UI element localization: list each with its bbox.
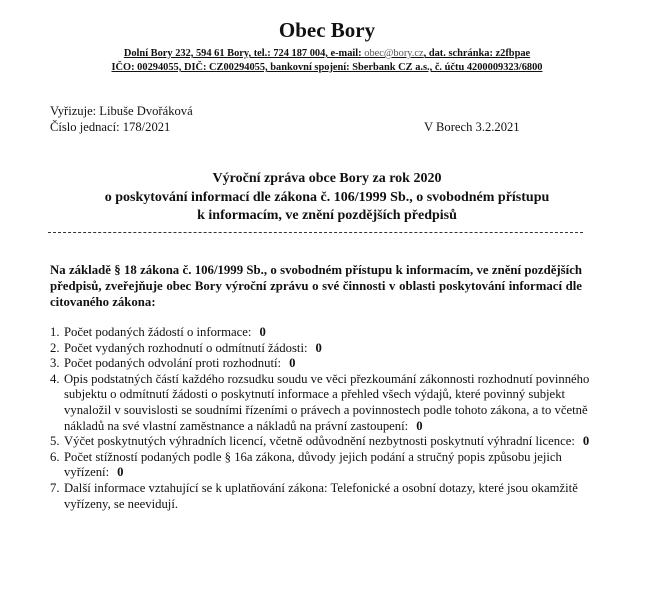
item-text: Počet vydaných rozhodnutí o odmítnutí žádosti: xyxy=(64,340,308,355)
item-text: Opis podstatných částí každého rozsudku soudu ve věci přezkoumání zákonnosti rozhodnutí povinného subjektu o odmítnutí žádosti o poskytnutí informace a přehled všech výdajů, které povinný subjekt vynaložil v souvislosti se soudními řízeními o právech a povinnostech podle tohoto zákona, a to včetně nákladů na své vlastní zaměstnance a nákladů na právní zastoupení: xyxy=(64,371,590,433)
item-value: 0 xyxy=(416,418,423,433)
municipality-title: Obec Bory xyxy=(278,18,376,42)
item-number: 1. xyxy=(50,325,60,339)
item-text: Další informace vztahující se k uplatňování zákona: Telefonické a osobní dotazy, které jsou okamžitě vyřízeny, se neevidují. xyxy=(64,480,578,511)
item-text: Počet stížností podaných podle § 16a zákona, důvody jejich podání a stručný popis způsobu jejich vyřízení: xyxy=(64,449,562,480)
ids-line: IČO: 00294055, DIČ: CZ00294055, bankovní spojení: Sberbank CZ a.s., č. účtu 4200009323/6800 xyxy=(111,62,543,73)
report-subtitle-line-2: k informacím, ve znění pozdějších předpisů xyxy=(197,208,457,223)
item-value: 0 xyxy=(289,356,296,371)
item-text: Počet podaných odvolání proti rozhodnutí: xyxy=(64,356,282,371)
item-value: 0 xyxy=(315,340,322,355)
list-item xyxy=(50,341,610,357)
list-item xyxy=(50,325,610,341)
address-text: Dolní Bory 232, 594 61 Bory, tel.: 724 187 004, e-mail: xyxy=(123,48,362,59)
report-subtitle-line-1: o poskytování informací dle zákona č. 106/1999 Sb., o svobodném přístupu xyxy=(104,190,550,205)
place-date: V Borech 3.2.2021 xyxy=(424,120,520,134)
report-items-list xyxy=(50,325,610,512)
dashed-separator xyxy=(48,232,583,233)
intro-paragraph: Na základě § 18 zákona č. 106/1999 Sb., o svobodném přístupu k informacím, ve znění pozdějších předpisů, zveřejňuje obec Bory výroční zprávu o své činnosti v oblasti poskytování informací dle citovaného zákona: xyxy=(50,263,582,309)
handler-line: Vyřizuje: Libuše Dvořáková xyxy=(50,104,193,118)
item-value: 0 xyxy=(117,465,124,480)
item-text: Počet podaných žádostí o informace: xyxy=(64,325,252,339)
item-number: 4. xyxy=(50,371,60,386)
item-number: 2. xyxy=(50,340,60,355)
address-line xyxy=(0,47,654,60)
item-number: 7. xyxy=(50,480,60,495)
list-item xyxy=(50,450,610,481)
list-item xyxy=(50,434,610,450)
list-item xyxy=(50,356,610,372)
databox-text: , dat. schránka: z2fbpae xyxy=(423,48,531,59)
item-value: 0 xyxy=(259,325,266,339)
item-number: 6. xyxy=(50,449,60,464)
list-item xyxy=(50,481,610,512)
report-title: Výroční zpráva obce Bory za rok 2020 xyxy=(212,171,442,186)
list-item xyxy=(50,372,610,434)
item-number: 5. xyxy=(50,434,60,449)
reference-number: Číslo jednací: 178/2021 xyxy=(50,120,171,134)
item-number: 3. xyxy=(50,356,60,371)
item-text: Výčet poskytnutých výhradních licencí, včetně odůvodnění nezbytnosti poskytnutí výhradní licence: xyxy=(64,434,575,449)
item-value: 0 xyxy=(582,434,590,449)
email-link[interactable]: obec@bory.cz xyxy=(364,48,424,59)
